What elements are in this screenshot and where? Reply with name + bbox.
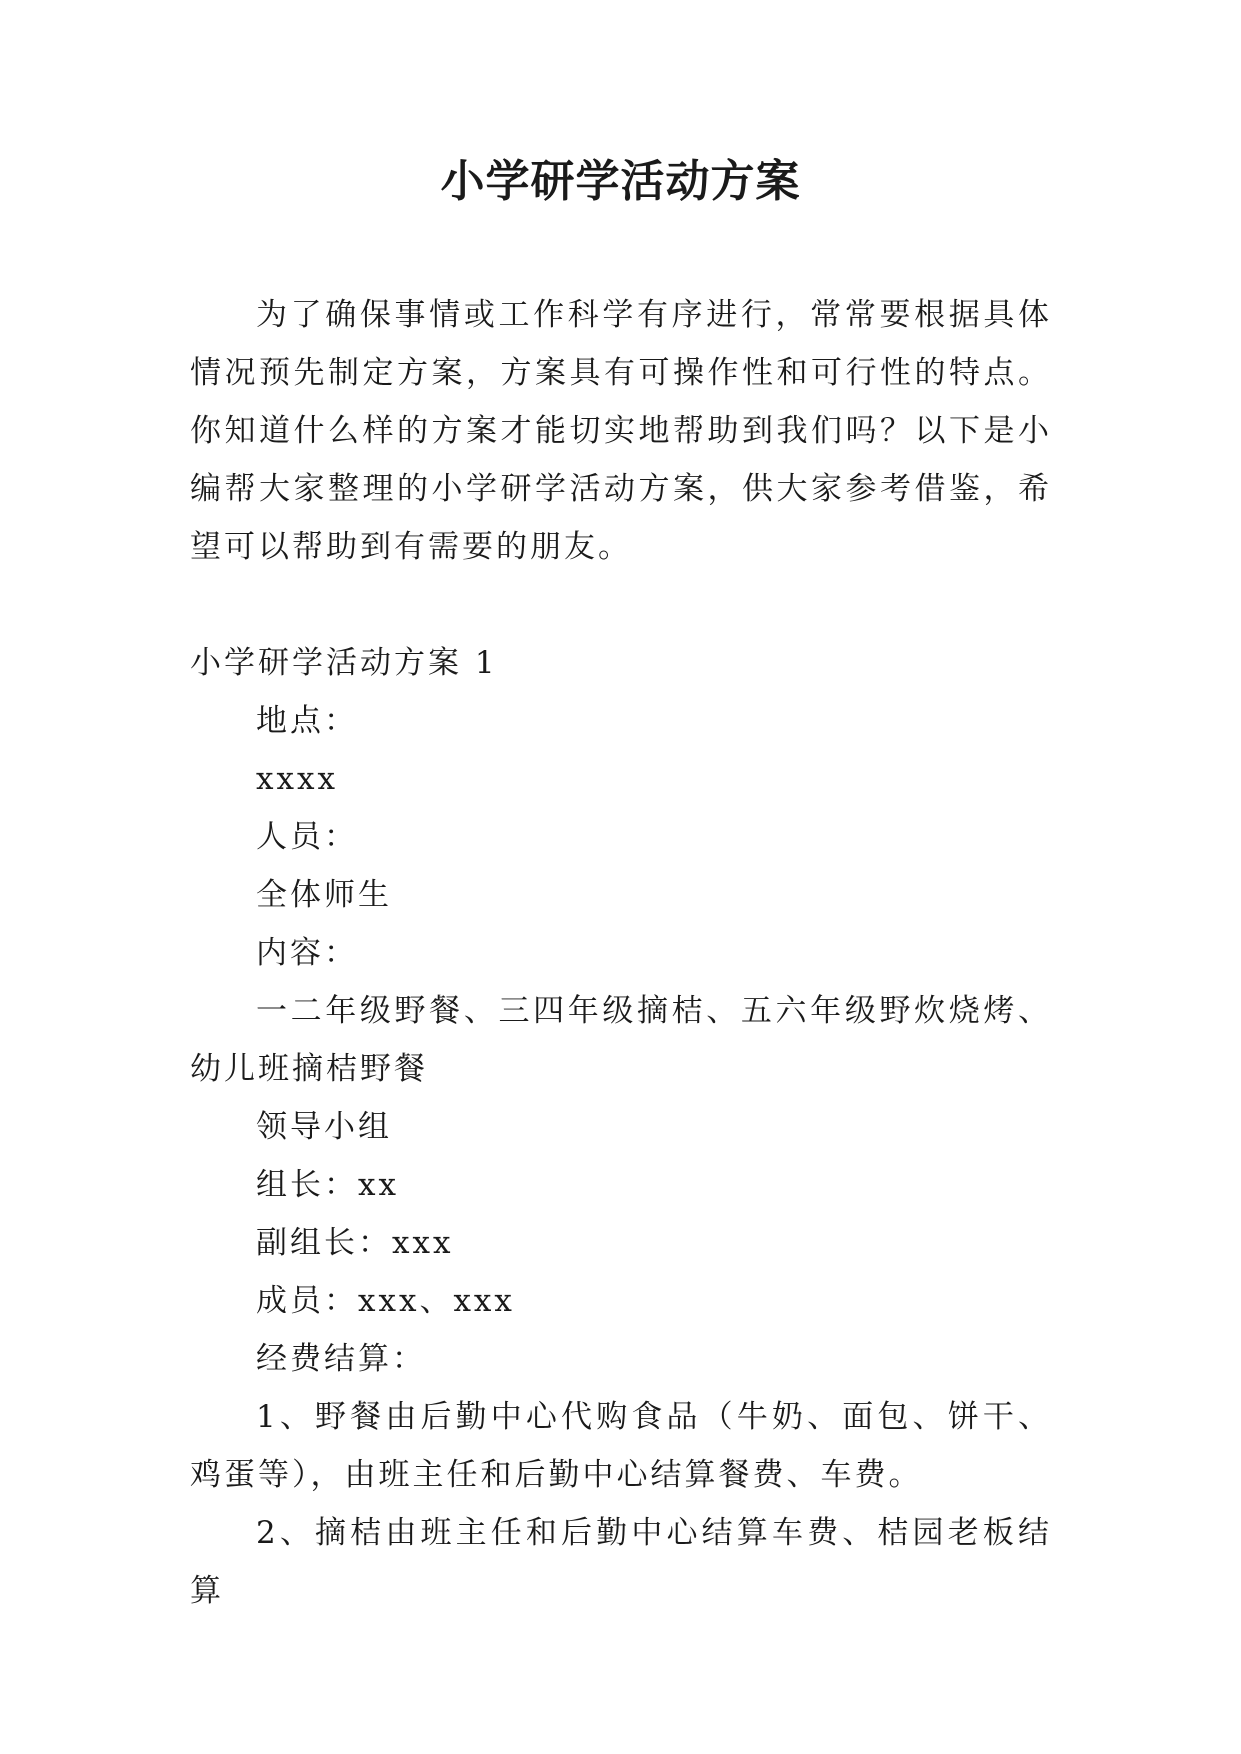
intro-paragraph: 为了确保事情或工作科学有序进行，常常要根据具体情况预先制定方案，方案具有可操作性和可行性的特点。你知道什么样的方案才能切实地帮助到我们吗？以下是小编帮大家整理的小学研学活动方案，供大家参考借鉴，希望可以帮助到有需要的朋友。 bbox=[190, 297, 1052, 565]
paragraph-budget-item-1: 1、野餐由后勤中心代购食品（牛奶、面包、饼干、鸡蛋等），由班主任和后勤中心结算餐费、车费。 bbox=[190, 1399, 1052, 1493]
paragraph-personnel-label: 人员： bbox=[256, 819, 358, 855]
section-heading: 小学研学活动方案 1 bbox=[190, 645, 498, 681]
paragraph-group-leader: 组长：xx bbox=[256, 1167, 399, 1203]
paragraph-budget-item-2: 2、摘桔由班主任和后勤中心结算车费、桔园老板结算 bbox=[190, 1515, 1052, 1609]
paragraph-members: 成员：xxx、xxx bbox=[256, 1283, 515, 1319]
paragraph-location-label: 地点： bbox=[256, 703, 358, 739]
paragraph-content-value: 一二年级野餐、三四年级摘桔、五六年级野炊烧烤、幼儿班摘桔野餐 bbox=[190, 993, 1052, 1087]
paragraph-deputy-leader: 副组长：xxx bbox=[256, 1225, 454, 1261]
paragraph-budget-label: 经费结算： bbox=[256, 1341, 426, 1377]
paragraph-personnel-value: 全体师生 bbox=[256, 877, 392, 913]
paragraph-content-label: 内容： bbox=[256, 935, 358, 971]
paragraph-leadership-group: 领导小组 bbox=[256, 1109, 392, 1145]
document-body bbox=[190, 286, 1052, 1620]
paragraph-location-value: xxxx bbox=[256, 761, 338, 797]
document-title: 小学研学活动方案 bbox=[440, 156, 801, 207]
